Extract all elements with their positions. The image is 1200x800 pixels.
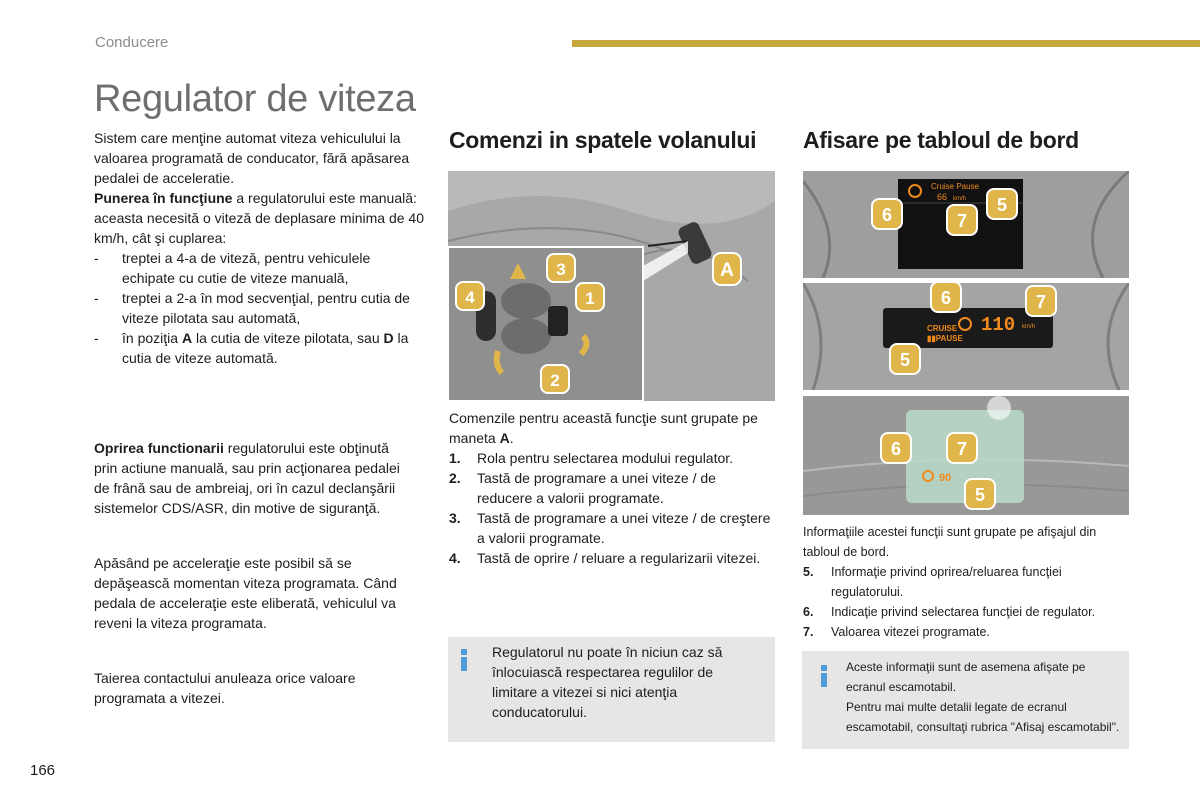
svg-text:5: 5 [996,195,1008,215]
svg-text:Cruise Pause: Cruise Pause [931,182,980,191]
dashboard-figure-3 [803,396,1129,515]
left-column-top [94,128,424,368]
callout-6 [871,198,903,230]
list-item: - treptei a 4-a de viteză, pentru vehiculele echipate cu cutie de viteze manuală, [94,250,371,286]
activation-bold: Punerea în funcţiune [94,190,233,206]
list-item: 7. Valoarea vitezei programate. [803,625,990,639]
page-title: Regulator de viteza [94,78,416,120]
page-number: 166 [30,762,56,779]
info-box-display [802,651,1129,749]
svg-text:7: 7 [956,211,968,231]
callout-5 [964,478,996,510]
callout-a [712,252,742,286]
display-description: Informaţiile acestei funcţii sunt grupate pe afişajul din tabloul de bord. 5. Informaţie privind oprirea/reluarea funcţiei regulatorului. 6. Indicaţie privind selectarea funcţiei de regulator. 7. Valoarea vitezei programate. [803,522,1133,642]
list-item: 5. Informaţie privind oprirea/reluarea funcţiei regulatorului. [803,565,1062,599]
stop-text: regulatorului este obţinută prin actiune manuală, sau prin acţionarea pedalei de frână sau de ambreiaj, ori în cazul declanşării sistemelor CDS/ASR, din motive de siguranţă. [94,440,400,516]
list-item: 2. Tastă de programare a unei viteze / de reducere a valorii programate. [449,470,716,506]
info-icon [820,665,830,687]
callout-3 [546,253,576,283]
callout-2 [540,364,570,394]
activation-text: a regulatorului este manuală: aceasta necesită o viteză de deplasare minima de 40 km/h, cât şi cuplarea: [94,190,424,246]
svg-text:km/h: km/h [1022,324,1036,330]
steering-controls-figure [448,171,775,401]
callout-4 [455,281,485,311]
intro-paragraph: Sistem care menţine automat viteza vehiculului la valoarea programată de conducator, fără apăsarea pedalei de acceleratie. [94,130,410,186]
ignition-paragraph: Taierea contactului anuleaza orice valoare programata a vitezei. [94,670,356,706]
list-item: 6. Indicaţie privind selectarea funcţiei de regulator. [803,605,1096,619]
list-item: - treptei a 2-a în mod secvenţial, pentru cutia de viteze pilotata sau automată, [94,290,410,326]
dashboard-figure-1 [803,171,1129,278]
activation-paragraph [94,188,424,248]
header-accent-bar [572,40,1200,47]
callout-1 [575,282,605,312]
list-item: 1. Rola pentru selectarea modului regulator. [449,450,734,466]
list-item: 3. Tastă de programare a unei viteze / de creştere a valorii programate. [449,510,771,546]
svg-text:3: 3 [556,260,566,279]
info-icon [460,649,470,671]
list-item: 4. Tastă de oprire / reluare a regularizarii vitezei. [449,550,761,566]
svg-text:▮▮PAUSE: ▮▮PAUSE [927,334,963,343]
info-box-controls [448,637,775,742]
svg-text:110: 110 [981,314,1016,336]
list-item: - în poziţia A la cutia de viteze pilotata, sau D la cutia de viteze automată. [94,330,409,366]
section-heading-controls: Comenzi in spatele volanului [449,127,757,153]
svg-text:CRUISE: CRUISE [927,324,958,333]
info-text: Regulatorul nu poate în niciun caz să înlocuiască respectarea regulilor de limitare a vitezei si nici atenţia conducatorului. [492,644,723,720]
callout-6 [880,432,912,464]
svg-text:7: 7 [1035,292,1047,312]
controls-description: Comenzile pentru această funcţie sunt grupate pe maneta A. 1. Rola pentru selectarea modului regulator. 2. Tastă de programare a unei viteze / de reducere a valorii programate. 3. Tastă de programare a unei viteze / de creştere a valorii programate. 4. Tastă de oprire / reluare a regularizarii vitezei. [449,408,774,568]
info-text: Aceste informaţii sunt de asemena afişate pe ecranul escamotabil. Pentru mai multe detalii legate de ecranul escamotabil, consultaţi rubrica "Afisaj escamotabil". [846,660,1120,734]
svg-text:km/h: km/h [953,196,967,202]
section-label: Conducere [95,34,169,51]
svg-text:5: 5 [974,485,986,505]
svg-text:1: 1 [585,289,595,308]
svg-text:2: 2 [550,371,560,390]
svg-text:7: 7 [956,439,968,459]
section-heading-display: Afisare pe tabloul de bord [803,127,1079,153]
svg-text:5: 5 [899,350,911,370]
stop-bold: Oprirea functionarii [94,440,224,456]
callout-5 [889,343,921,375]
svg-text:6: 6 [940,288,952,308]
callout-6 [930,283,962,313]
callout-5 [986,188,1018,220]
callout-7 [946,432,978,464]
callout-7 [1025,285,1057,317]
svg-text:6: 6 [881,205,893,225]
svg-text:A: A [720,260,734,281]
svg-text:90: 90 [939,472,952,484]
svg-text:6: 6 [890,439,902,459]
dashboard-figure-2 [803,283,1129,390]
callout-7 [946,204,978,236]
svg-text:4: 4 [465,288,475,307]
svg-text:66: 66 [937,192,948,202]
stop-paragraph [94,438,414,518]
accel-paragraph: Apăsând pe acceleraţie este posibil să se depăşească momentan viteza programata. Când pedala de acceleraţie este eliberată, vehiculul va reveni la viteza programata. [94,555,397,631]
